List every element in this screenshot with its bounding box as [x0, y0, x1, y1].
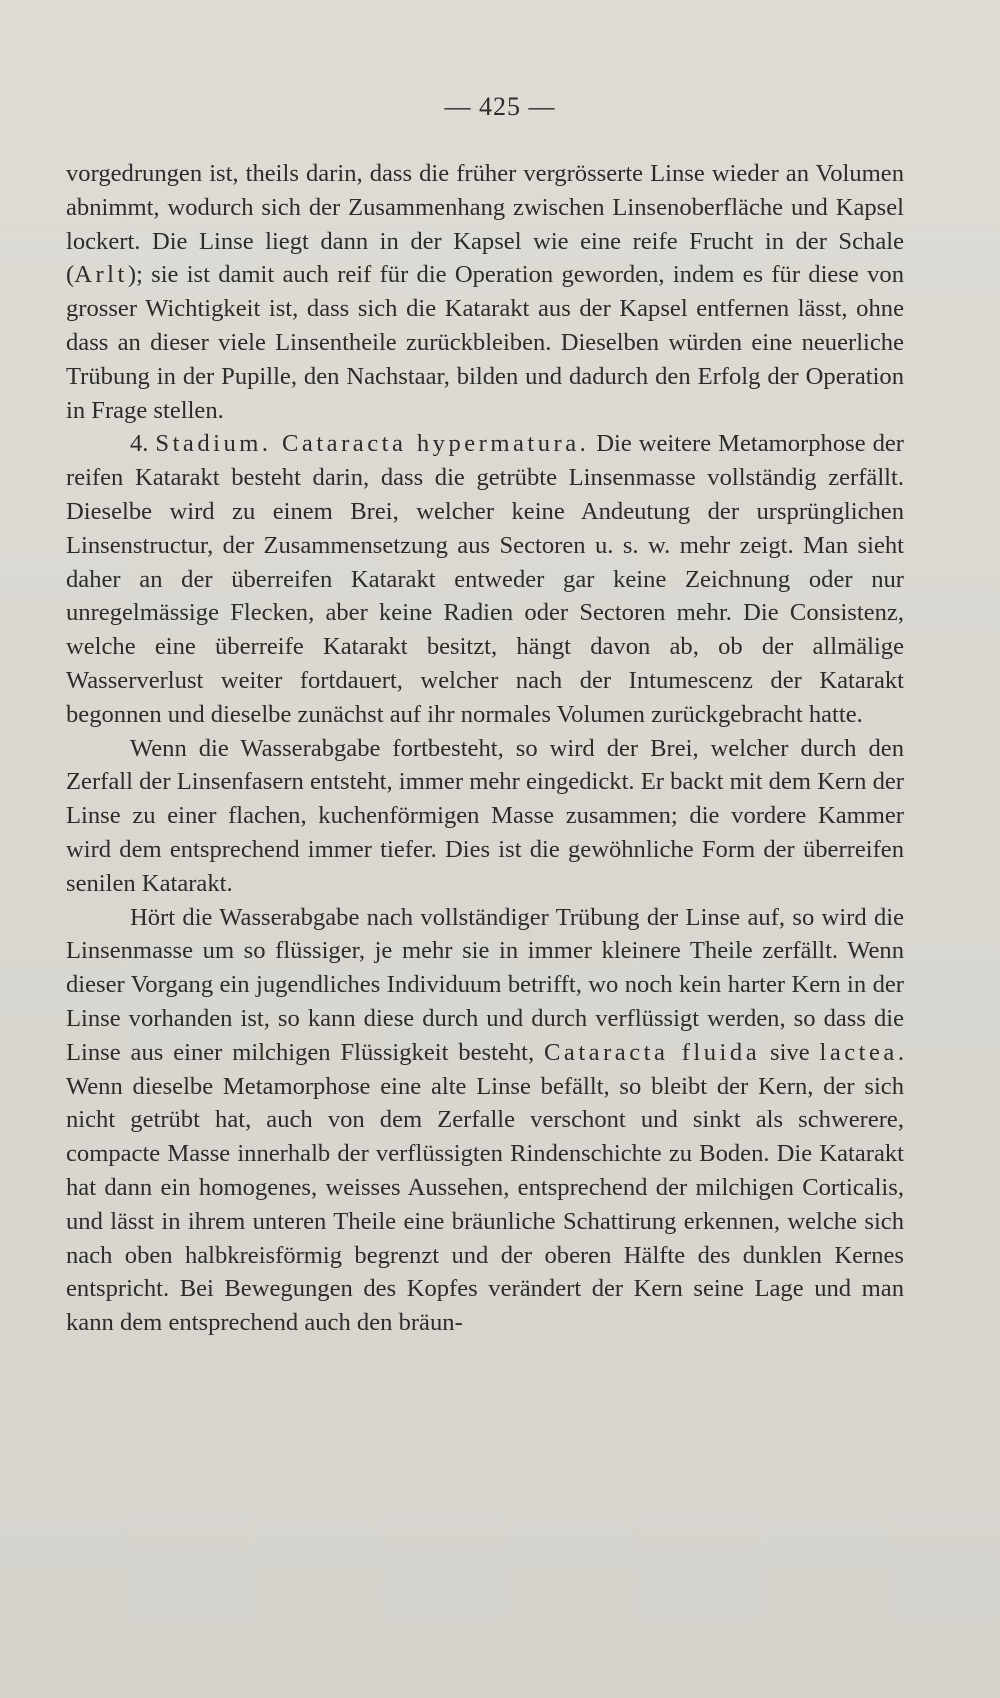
- paragraph-text: ); sie ist damit auch reif für die Operation geworden, indem es für diese von grosser Wichtigkeit ist, dass sich die Katarakt aus der Kapsel entfernen lässt, ohne dass an dieser viele Linsentheile zurückbleiben. Dieselben würden eine neuerliche Trübung in der Pupille, den Nachstaar, bilden und dadurch den Erfolg der Operation in Frage stellen.: [66, 261, 904, 424]
- spaced-emphasis-text: lactea: [819, 1038, 898, 1066]
- paragraph-text: Wenn die Wasserabgabe fortbesteht, so wird der Brei, welcher durch den Zerfall der Linsenfasern entsteht, immer mehr eingedickt. Er backt mit dem Kern der Linse zu einer flachen, kuchenförmigen Masse zusammen; die vordere Kammer wird dem entsprechend immer tiefer. Dies ist die gewöhnliche Form der überreifen senilen Katarakt.: [66, 734, 904, 897]
- paragraph: [66, 901, 904, 1340]
- paragraph-text: vorgedrungen ist, theils darin, dass die früher vergrösserte Linse wieder an Volumen abnimmt, wodurch sich der Zusammenhang zwischen Linsenoberfläche und Kapsel lockert. Die Linse liegt dann in der Kapsel wie eine reife Frucht in der Schale (: [66, 160, 904, 289]
- paragraph: [66, 427, 904, 731]
- page-number: — 425 —: [444, 92, 556, 121]
- paragraph-text: 4.: [130, 430, 156, 458]
- paragraph-text: . Wenn dieselbe Metamorphose eine alte Linse befällt, so bleibt der Kern, der sich nicht getrübt hat, auch von dem Zerfalle verschont und sinkt als schwerere, compacte Masse innerhalb der verflüssigten Rindenschichte zu Boden. Die Katarakt hat dann ein homogenes, weisses Aussehen, entsprechend der milchigen Corticalis, und lässt in ihrem unteren Theile eine bräunliche Schattirung erkennen, welche sich nach oben halbkreisförmig begrenzt und der oberen Hälfte des dunklen Kernes entspricht. Bei Bewegungen des Kopfes verändert der Kern seine Lage und man kann dem entsprechend auch den bräun-: [66, 1038, 904, 1337]
- paragraph-text: Hört die Wasserabgabe nach vollständiger Trübung der Linse auf, so wird die Linsenmasse um so flüssiger, je mehr sie in immer kleinere Theile zerfällt. Wenn dieser Vorgang ein jugendliches Individuum betrifft, wo noch kein harter Kern in der Linse vorhanden ist, so kann diese durch und durch verflüssigt werden, so dass die Linse aus einer milchigen Flüssigkeit besteht,: [66, 903, 904, 1066]
- paragraph: [66, 732, 904, 901]
- body-text: [66, 157, 904, 1340]
- spaced-emphasis-text: Cataracta fluida: [544, 1038, 761, 1066]
- spaced-emphasis-text: Arlt: [74, 261, 128, 289]
- paragraph-text: Die weitere Metamorphose der reifen Katarakt besteht darin, dass die getrübte Linsenmasse vollständig zerfällt. Dieselbe wird zu einem Brei, welcher keine Andeutung der ursprünglichen Linsenstructur, der Zusammensetzung aus Sectoren u. s. w. mehr zeigt. Man sieht daher an der überreifen Katarakt entweder gar keine Zeichnung oder nur unregelmässige Flecken, aber keine Radien oder Sectoren mehr. Die Consistenz, welche eine überreife Katarakt besitzt, hängt davon ab, ob der allmälige Wasserverlust weiter fortdauert, welcher nach der Intumescenz der Katarakt begonnen und dieselbe zunächst auf ihr normales Volumen zurückgebracht hatte.: [66, 430, 904, 728]
- spaced-emphasis-text: Stadium. Cataracta hypermatura.: [155, 430, 590, 458]
- paragraph-text: sive: [760, 1038, 820, 1066]
- paragraph: [66, 157, 904, 427]
